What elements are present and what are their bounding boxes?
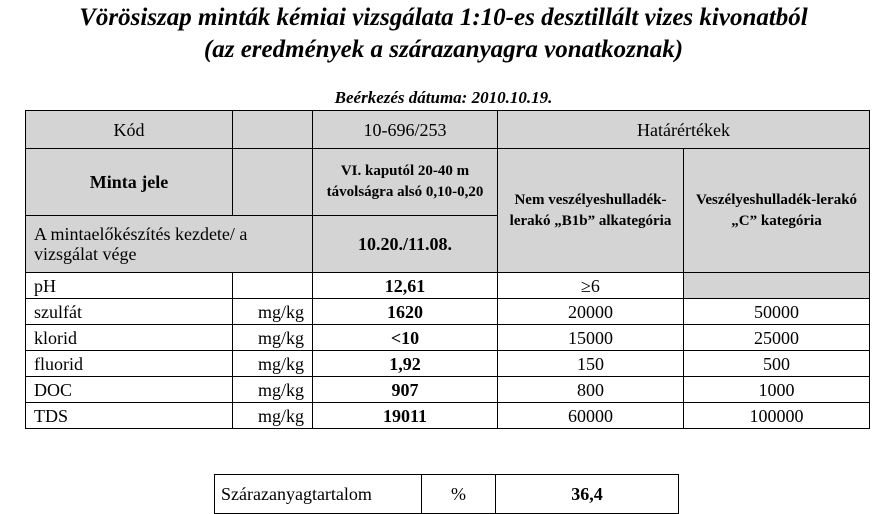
limit-c: 50000 bbox=[684, 299, 870, 325]
table-row bbox=[26, 299, 870, 325]
prep-dates: 10.20./11.08. bbox=[313, 216, 498, 273]
limit-header-c: Veszélyeshulladék-lerakó „C” kategória bbox=[684, 149, 870, 273]
dry-matter-label: Szárazanyagtartalom bbox=[215, 475, 422, 514]
param-value: 1620 bbox=[313, 299, 498, 325]
param-name: pH bbox=[26, 273, 233, 299]
minta-empty-cell bbox=[233, 149, 313, 216]
param-value: 1,92 bbox=[313, 351, 498, 377]
kod-label: Kód bbox=[26, 111, 233, 149]
param-unit: mg/kg bbox=[233, 299, 313, 325]
param-value: <10 bbox=[313, 325, 498, 351]
param-name: DOC bbox=[26, 377, 233, 403]
arrival-date: Beérkezés dátuma: 2010.10.19. bbox=[334, 88, 553, 107]
limit-b1b: 150 bbox=[498, 351, 684, 377]
page-title-line-2: (az eredmények a szárazanyagra vonatkoznak) bbox=[203, 36, 684, 63]
limit-c: 1000 bbox=[684, 377, 870, 403]
table-row-sample-id bbox=[26, 149, 870, 216]
table-row-code bbox=[26, 111, 870, 149]
table-row bbox=[26, 351, 870, 377]
limit-b1b: 60000 bbox=[498, 403, 684, 429]
param-unit: mg/kg bbox=[233, 377, 313, 403]
param-unit bbox=[233, 273, 313, 299]
table-row bbox=[26, 377, 870, 403]
param-name: szulfát bbox=[26, 299, 233, 325]
param-unit: mg/kg bbox=[233, 351, 313, 377]
limit-header-b1b: Nem veszélyeshulladék-lerakó „B1b” alkategória bbox=[498, 149, 684, 273]
prep-label: A mintaelőkészítés kezdete/ a vizsgálat vége bbox=[26, 216, 313, 273]
limit-c bbox=[684, 273, 870, 299]
param-value: 19011 bbox=[313, 403, 498, 429]
limits-header: Határértékek bbox=[498, 111, 870, 149]
page-title-line-1: Vörösiszap minták kémiai vizsgálata 1:10-es desztillált vizes kivonatból bbox=[79, 4, 808, 31]
limit-c: 25000 bbox=[684, 325, 870, 351]
limit-b1b: 20000 bbox=[498, 299, 684, 325]
param-value: 12,61 bbox=[313, 273, 498, 299]
limit-c: 100000 bbox=[684, 403, 870, 429]
table-row bbox=[26, 403, 870, 429]
dry-matter-unit: % bbox=[422, 475, 496, 514]
param-value: 907 bbox=[313, 377, 498, 403]
table-row bbox=[215, 475, 679, 514]
results-table bbox=[25, 110, 870, 429]
limit-c: 500 bbox=[684, 351, 870, 377]
sample-description: VI. kaputól 20-40 m távolságra alsó 0,10-0,20 bbox=[313, 149, 498, 216]
kod-empty-cell bbox=[233, 111, 313, 149]
param-unit: mg/kg bbox=[233, 403, 313, 429]
table-row bbox=[26, 325, 870, 351]
sample-code: 10-696/253 bbox=[313, 111, 498, 149]
limit-b1b: 15000 bbox=[498, 325, 684, 351]
param-name: TDS bbox=[26, 403, 233, 429]
dry-matter-table bbox=[214, 474, 679, 514]
dry-matter-value: 36,4 bbox=[496, 475, 679, 514]
limit-b1b: ≥6 bbox=[498, 273, 684, 299]
table-row bbox=[26, 273, 870, 299]
param-name: klorid bbox=[26, 325, 233, 351]
limit-b1b: 800 bbox=[498, 377, 684, 403]
param-unit: mg/kg bbox=[233, 325, 313, 351]
minta-label: Minta jele bbox=[26, 149, 233, 216]
param-name: fluorid bbox=[26, 351, 233, 377]
